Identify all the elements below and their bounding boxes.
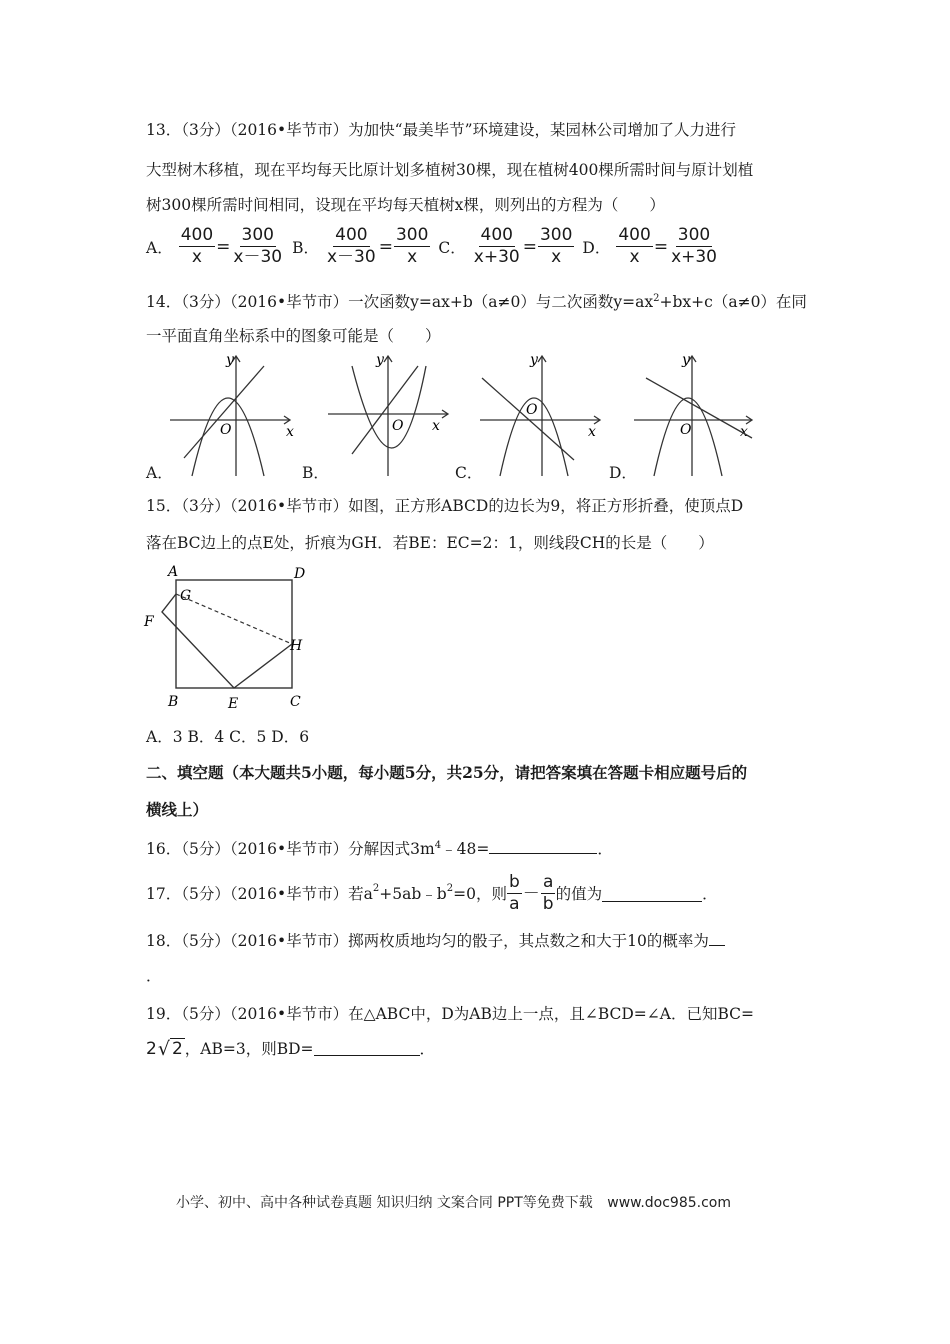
square-abcd	[176, 580, 292, 688]
q13-line2: 大型树木移植，现在平均每天比原计划多植树30棵，现在植树400棵所需时间与原计划植	[146, 161, 754, 179]
q13-line3: 树300棵所需时间相同，设现在平均每天植树x棵，则列出的方程为（ ）	[146, 196, 665, 214]
q14-graph-a	[168, 350, 298, 480]
q15-options: A．3 B．4 C．5 D．6	[146, 728, 310, 746]
section2-heading-line1: 二、填空题（本大题共5小题，每小题5分，共25分，请把答案填在答题卡相应题号后的	[146, 763, 748, 782]
crease-gh	[176, 594, 292, 644]
origin-label: O	[526, 402, 538, 418]
q14-graph-a-label: A．	[146, 464, 173, 482]
q13-option-c: C． $\frac{400}{x+30}$ = $\frac{300}{x}$	[438, 225, 573, 267]
y-axis-label: y	[682, 352, 690, 368]
q15-line2: 落在BC边上的点E处，折痕为GH．若BE：EC=2：1，则线段CH的长是（ ）	[146, 534, 714, 552]
x-axis-label: x	[286, 424, 294, 440]
origin-label: O	[680, 422, 692, 438]
q14-graph-d-label: D．	[609, 464, 637, 482]
fraction: $\frac{300}{x-30}$	[233, 225, 283, 267]
label-b: B	[168, 694, 179, 710]
label-d: D	[294, 566, 306, 582]
sqrt-expression: 2 √ 2	[146, 1037, 183, 1060]
q14-graph-b-label: B．	[302, 464, 329, 482]
fraction: $\frac{400}{x+30}$	[473, 225, 520, 267]
straight-line	[184, 366, 264, 458]
q13-option-a: A． $\frac{400}{x}$ = $\frac{300}{x-30}$	[146, 225, 283, 267]
y-axis-label: y	[226, 352, 234, 368]
q16-line: 16．（5分）（2016•毕节市）分解因式$3m^4﹣48=$ ．	[146, 840, 613, 859]
fraction: $\frac{400}{x-30}$	[327, 225, 376, 267]
label-e: E	[228, 696, 239, 712]
label-h: H	[290, 638, 303, 654]
label-g: G	[180, 588, 192, 604]
x-axis-label: x	[588, 424, 596, 440]
q13-options	[146, 226, 727, 267]
q13-line1: 13．（3分）（2016•毕节市）为加快“最美毕节”环境建设，某园林公司增加了人力进行	[146, 121, 737, 139]
fold-lines	[162, 594, 292, 688]
y-axis-label: y	[530, 352, 538, 368]
x-axis-label: x	[432, 418, 440, 434]
q13-option-b: B． $\frac{400}{x-30}$ = $\frac{300}{x}$	[292, 225, 429, 267]
q19-line1: 19．（5分）（2016•毕节市）在△ABC中，D为AB边上一点，且∠BCD=∠A．已知BC=	[146, 1005, 754, 1023]
footer-text: 小学、初中、高中各种试卷真题 知识归纳 文案合同 PPT等免费下载	[176, 1195, 593, 1211]
straight-line	[646, 378, 752, 438]
footer-url[interactable]: www.doc985.com	[607, 1195, 731, 1211]
label-f: F	[144, 614, 154, 630]
footer	[176, 1192, 731, 1212]
q15-figure	[138, 562, 318, 712]
fraction-a-over-b: $\frac{a}{b}$	[542, 872, 554, 914]
x-axis-label: x	[740, 424, 748, 440]
y-axis-label: y	[376, 352, 384, 368]
fraction: $\frac{300}{x}$	[539, 225, 573, 267]
q14-graph-d	[632, 350, 762, 480]
q18-line1: 18．（5分）（2016•毕节市）掷两枚质地均匀的骰子，其点数之和大于10的概率为	[146, 931, 725, 951]
q19-line2: 2 √ 2 ，AB=3，则BD= ．	[146, 1037, 436, 1060]
section2-heading-line2: 横线上）	[146, 800, 209, 819]
answer-blank[interactable]	[709, 931, 725, 946]
straight-line	[352, 366, 418, 454]
q17-line: 17．（5分）（2016•毕节市）若a $^2$ +5ab﹣b $^2$ =0，则 $\frac{b}{a}$ － $\frac{a}{b}$ 的值为 ．	[146, 872, 718, 914]
answer-blank[interactable]	[602, 885, 702, 902]
label-a: A	[168, 564, 179, 580]
origin-label: O	[392, 418, 404, 434]
fraction: $\frac{300}{x}$	[395, 225, 429, 267]
straight-line	[482, 378, 574, 460]
q18-line2: ．	[146, 967, 162, 985]
q14-graph-b	[324, 350, 454, 480]
q14-graph-c-label: C．	[455, 464, 483, 482]
q14-graph-c	[478, 350, 608, 480]
q13-option-d: D． $\frac{400}{x}$ = $\frac{300}{x+30}$	[582, 225, 717, 267]
q15-line1: 15．（3分）（2016•毕节市）如图，正方形ABCD的边长为9，将正方形折叠，使顶点D	[146, 497, 744, 515]
q14-line1: 14．（3分）（2016•毕节市）一次函数y=ax+b（a≠0）与二次函数$y=ax^2+bx+c(a\ne 0)$在同	[146, 293, 807, 312]
fraction: $\frac{300}{x+30}$	[671, 225, 717, 267]
radical-sign: √	[157, 1037, 170, 1060]
origin-label: O	[220, 422, 232, 438]
answer-blank[interactable]	[489, 839, 597, 854]
parabola	[352, 366, 426, 448]
fraction: $\frac{400}{x}$	[180, 225, 214, 267]
fraction: $\frac{400}{x}$	[618, 225, 651, 267]
q14-line2: 一平面直角坐标系中的图象可能是（ ）	[146, 327, 441, 345]
label-c: C	[290, 694, 301, 710]
answer-blank[interactable]	[314, 1041, 420, 1056]
fraction-b-over-a: $\frac{b}{a}$	[508, 872, 520, 914]
